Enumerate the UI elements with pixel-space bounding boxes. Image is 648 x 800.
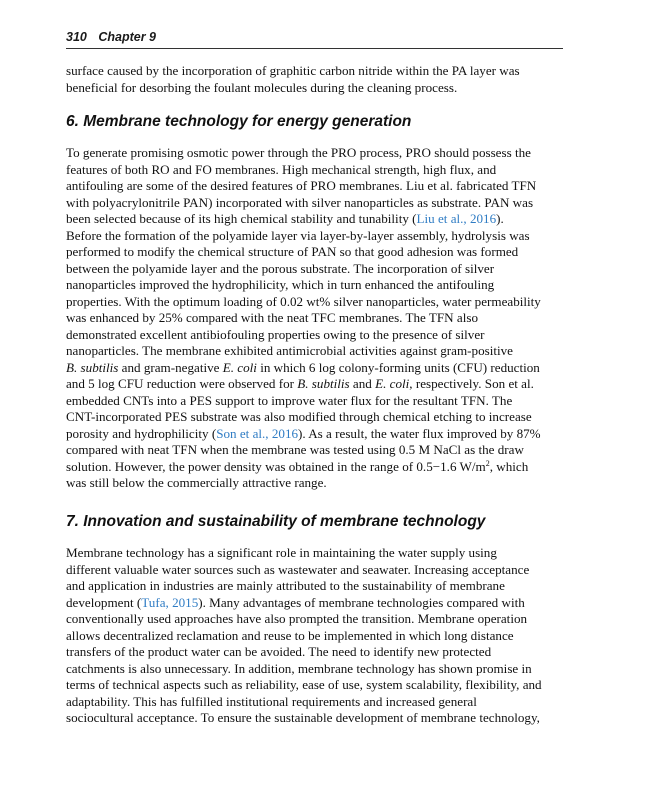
text-line: with polyacrylonitrile PAN) incorporated with silver nanoparticles as substrate. PAN was xyxy=(66,194,534,210)
text-line: transfers of the product water can be avoided. The need to identify new protected xyxy=(66,644,492,659)
species-name: E. coli xyxy=(222,359,257,375)
superscript: 2 xyxy=(485,458,490,468)
text-line: properties. With the optimum loading of 0.02 wt% silver nanoparticles, water permeability xyxy=(66,293,541,309)
text-run: and xyxy=(349,376,376,391)
page-number: 310 xyxy=(66,30,87,44)
section-7-paragraph xyxy=(66,545,566,727)
text-line: beneficial for desorbing the foulant molecules during the cleaning process. xyxy=(66,79,458,95)
text-run: , which xyxy=(489,458,529,474)
section-6-paragraph xyxy=(66,145,566,492)
text-line: and application in industries are mainly attributed to the sustainability of membrane xyxy=(66,578,505,593)
text-run: ). xyxy=(496,211,504,226)
text-run: and gram-negative xyxy=(118,359,223,375)
text-line: was enhanced by 25% compared with the neat TFC membranes. The TFN also xyxy=(66,310,478,325)
running-header xyxy=(66,30,563,44)
text-run: solution. However, the power density was obtained in the range of 0.5−1.6 W/m xyxy=(66,458,486,474)
text-run: development ( xyxy=(66,594,142,610)
text-line: features of both RO and FO membranes. High mechanical strength, high flux, and xyxy=(66,161,497,177)
text-run: ). Many advantages of membrane technologies compared with xyxy=(198,594,525,610)
text-line xyxy=(66,426,566,443)
text-line: nanoparticles improved the hydrophilicity, which in turn enhanced the antifouling xyxy=(66,277,495,292)
text-line xyxy=(66,360,566,377)
text-line xyxy=(66,595,566,612)
text-run: in which 6 log colony-forming units (CFU) reduction xyxy=(256,359,540,375)
text-line: terms of technical aspects such as reliability, ease of use, system scalability, flexibility, and xyxy=(66,677,542,692)
text-line: CNT-incorporated PES substrate was also modified through chemical etching to increase xyxy=(66,409,532,424)
text-line xyxy=(66,459,566,476)
citation-link-tufa-2015[interactable]: Tufa, 2015 xyxy=(141,594,199,610)
text-line: surface caused by the incorporation of graphitic carbon nitride within the PA layer was xyxy=(66,63,520,78)
intro-paragraph xyxy=(66,63,566,96)
text-line: was still below the commercially attractive range. xyxy=(66,475,327,490)
text-line: demonstrated excellent antibiofouling properties owing to the presence of silver xyxy=(66,326,485,342)
text-run: , respectively. Son et al. xyxy=(409,376,534,391)
citation-link-liu-2016[interactable]: Liu et al., 2016 xyxy=(416,211,497,226)
text-run: porosity and hydrophilicity ( xyxy=(66,425,217,441)
text-line: performed to modify the chemical structure of PAN so that good adhesion was formed xyxy=(66,244,519,259)
species-name: B. subtilis xyxy=(66,359,119,375)
text-line: allows decentralized reclamation and reuse to be implemented in which long distance xyxy=(66,627,514,643)
text-line: sociocultural acceptance. To ensure the sustainable development of membrane technology, xyxy=(66,710,540,725)
text-line: adaptability. This has fulfilled institutional requirements and increased general xyxy=(66,693,477,709)
section-6-heading: 6. Membrane technology for energy generation xyxy=(66,113,412,130)
text-line: To generate promising osmotic power through the PRO process, PRO should possess the xyxy=(66,145,531,160)
text-line: compared with neat TFN when the membrane was tested using 0.5 M NaCl as the draw xyxy=(66,442,524,457)
text-line: Before the formation of the polyamide layer via layer-by-layer assembly, hydrolysis was xyxy=(66,227,530,243)
text-run: been selected because of its high chemical stability and tunability ( xyxy=(66,211,417,226)
section-7-heading: 7. Innovation and sustainability of membrane technology xyxy=(66,513,486,530)
text-run: ). As a result, the water flux improved by 87% xyxy=(298,425,541,441)
text-line xyxy=(66,211,566,228)
species-name: E. coli xyxy=(375,376,410,391)
text-line: nanoparticles. The membrane exhibited antimicrobial activities against gram-positive xyxy=(66,343,513,358)
header-rule xyxy=(66,48,563,49)
chapter-label: Chapter 9 xyxy=(98,30,156,44)
text-line: different valuable water sources such as wastewater and seawater. Increasing acceptance xyxy=(66,561,530,577)
text-run: and 5 log CFU reduction were observed for xyxy=(66,376,298,391)
text-line xyxy=(66,376,566,393)
text-line: catchments is also unnecessary. In addition, membrane technology has shown promise in xyxy=(66,660,532,676)
text-line: conventionally used approaches have also prompted the transition. Membrane operation xyxy=(66,611,528,626)
text-line: antifouling are some of the desired features of PRO membranes. Liu et al. fabricated TFN xyxy=(66,178,537,193)
text-line: Membrane technology has a significant role in maintaining the water supply using xyxy=(66,545,497,560)
text-line: between the polyamide layer and the porous substrate. The incorporation of silver xyxy=(66,260,495,276)
text-line: embedded CNTs into a PES support to improve water flux for the resultant TFN. The xyxy=(66,392,513,408)
species-name: B. subtilis xyxy=(297,376,350,391)
citation-link-son-2016[interactable]: Son et al., 2016 xyxy=(216,425,299,441)
